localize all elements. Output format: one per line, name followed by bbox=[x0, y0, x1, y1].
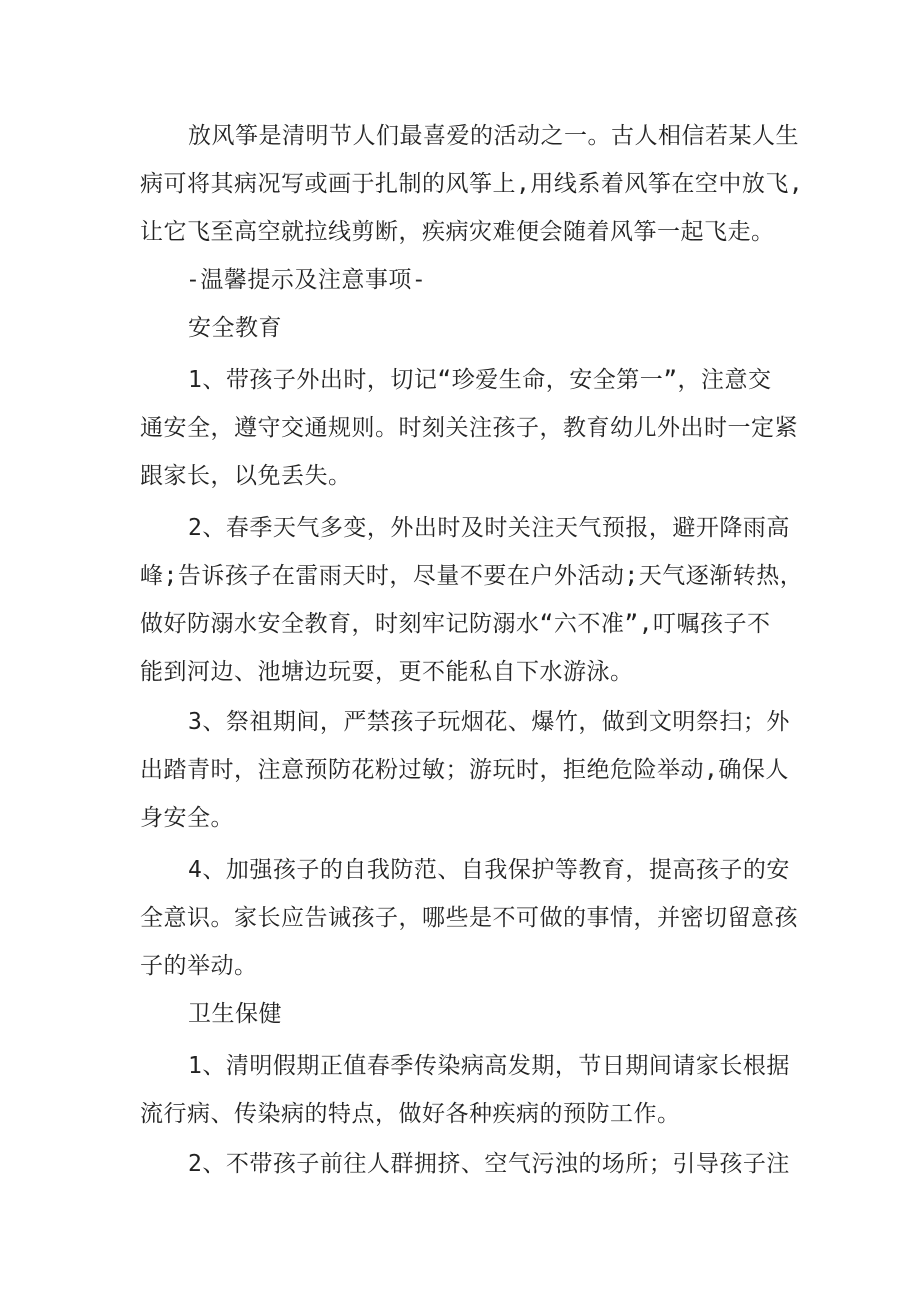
section-heading-health: 卫生保健 bbox=[188, 1001, 282, 1027]
safety-item-4-line-2: 全意识。家长应告诫孩子，哪些是不可做的事情，并密切留意孩 bbox=[140, 905, 798, 931]
safety-item-4-line-1: 4、加强孩子的自我防范、自我保护等教育，提高孩子的安 bbox=[188, 857, 790, 883]
safety-item-2-line-2: 峰;告诉孩子在雷雨天时，尽量不要在户外活动;天气逐渐转热， bbox=[140, 563, 804, 589]
health-item-1-line-1: 1、清明假期正值春季传染病高发期，节日期间请家长根据 bbox=[188, 1053, 790, 1079]
safety-item-1-line-2: 通安全，遵守交通规则。时刻关注孩子，教育幼儿外出时一定紧 bbox=[140, 415, 798, 441]
paragraph-kite-line-1: 放风筝是清明节人们最喜爱的活动之一。古人相信若某人生 bbox=[188, 123, 799, 149]
safety-item-3-line-2: 出踏青时，注意预防花粉过敏；游玩时，拒绝危险举动,确保人 bbox=[140, 757, 789, 783]
paragraph-kite-line-2: 病可将其病况写或画于扎制的风筝上,用线系着风筝在空中放飞, bbox=[140, 171, 804, 197]
safety-item-1-line-3: 跟家长，以免丢失。 bbox=[140, 463, 352, 489]
notice-heading: -温馨提示及注意事项- bbox=[186, 267, 427, 293]
safety-item-3-line-3: 身安全。 bbox=[140, 805, 234, 831]
safety-item-4-line-3: 子的举动。 bbox=[140, 953, 258, 979]
health-item-1-line-2: 流行病、传染病的特点，做好各种疾病的预防工作。 bbox=[140, 1101, 681, 1127]
safety-item-1-line-1: 1、带孩子外出时，切记“珍爱生命，安全第一”，注意交 bbox=[188, 367, 772, 393]
section-heading-safety: 安全教育 bbox=[188, 315, 282, 341]
safety-item-2-line-4: 能到河边、池塘边玩耍，更不能私自下水游泳。 bbox=[140, 659, 634, 685]
safety-item-2-line-1: 2、春季天气多变，外出时及时关注天气预报，避开降雨高 bbox=[188, 515, 790, 541]
safety-item-2-line-3: 做好防溺水安全教育，时刻牢记防溺水“六不准”,叮嘱孩子不 bbox=[140, 611, 771, 637]
paragraph-kite-line-3: 让它飞至高空就拉线剪断，疾病灾难便会随着风筝一起飞走。 bbox=[140, 219, 775, 245]
safety-item-3-line-1: 3、祭祖期间，严禁孩子玩烟花、爆竹，做到文明祭扫；外 bbox=[188, 709, 790, 735]
health-item-2-line-1: 2、不带孩子前往人群拥挤、空气污浊的场所；引导孩子注 bbox=[188, 1151, 790, 1177]
